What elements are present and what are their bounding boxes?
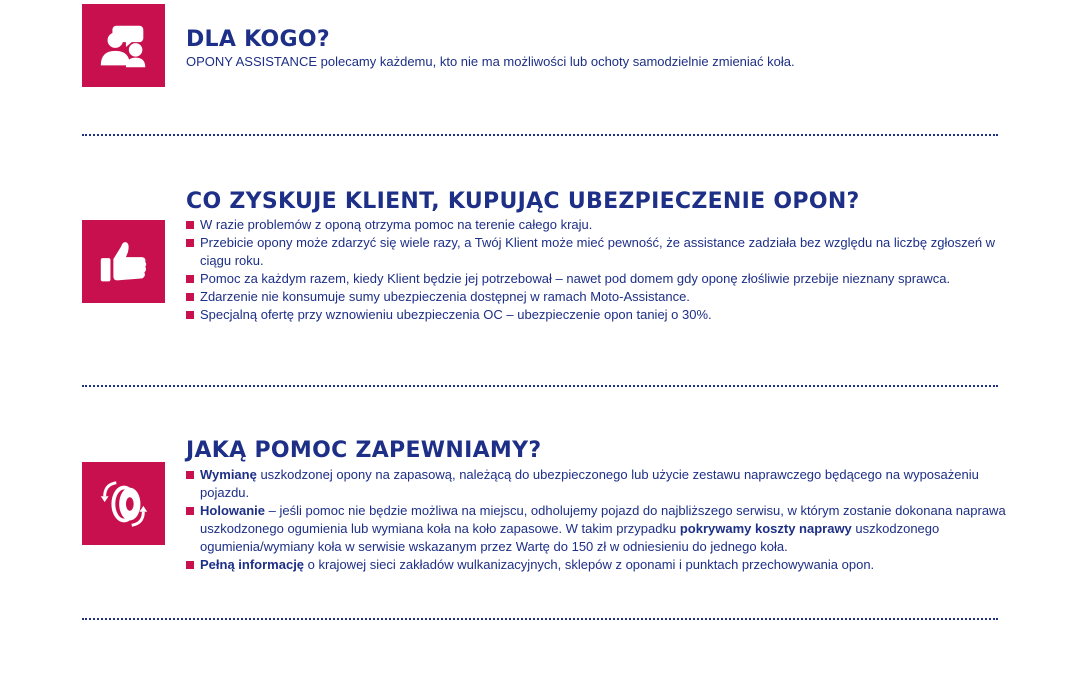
section-title-dla-kogo: DLA KOGO? xyxy=(186,27,330,52)
people-talking-icon xyxy=(95,17,153,75)
list-item: Pomoc za każdym razem, kiedy Klient będzie jej potrzebował – nawet pod domem gdy oponę złośliwie przebije nieznany sprawca. xyxy=(186,270,1016,288)
dotted-divider xyxy=(82,618,998,620)
dotted-divider xyxy=(82,385,998,387)
thumbs-up-icon xyxy=(95,233,153,291)
thumbs-up-icon-box xyxy=(82,220,165,303)
list-item: W razie problemów z oponą otrzyma pomoc na terenie całego kraju. xyxy=(186,216,1016,234)
list-item-text: uszkodzonej opony na zapasową, należącą do ubezpieczonego lub użycie zestawu naprawczego będącego na wyposażeniu pojazdu. xyxy=(200,467,979,500)
list-item: Zdarzenie nie konsumuje sumy ubezpieczenia dostępnej w ramach Moto-Assistance. xyxy=(186,288,1016,306)
list-item: Przebicie opony może zdarzyć się wiele razy, a Twój Klient może mieć pewność, że assistance zadziała bez względu na liczbę zgłoszeń w ciągu roku. xyxy=(186,234,1016,270)
list-item-bold: Holowanie xyxy=(200,503,266,518)
list-item-bold: pokrywamy koszty naprawy xyxy=(679,521,852,536)
section-text-dla-kogo: OPONY ASSISTANCE polecamy każdemu, kto nie ma możliwości lub ochoty samodzielnie zmieniać koła. xyxy=(186,54,795,69)
list-item-bold: Wymianę xyxy=(200,467,257,482)
list-item xyxy=(186,556,1016,574)
list-item xyxy=(186,502,1016,556)
tire-rotate-icon-box xyxy=(82,462,165,545)
list-item xyxy=(186,466,1016,502)
section-title-jaka-pomoc: JAKĄ POMOC ZAPEWNIAMY? xyxy=(186,438,542,463)
tire-rotate-icon xyxy=(95,475,153,533)
section-title-co-zyskuje: CO ZYSKUJE KLIENT, KUPUJĄC UBEZPIECZENIE OPON? xyxy=(186,189,860,214)
list-item-text: o krajowej sieci zakładów wulkanizacyjnych, sklepów z oponami i punktach przechowywania opon. xyxy=(304,557,875,572)
help-list xyxy=(186,466,1016,574)
benefits-list xyxy=(186,216,1016,324)
list-item-text: – jeśli pomoc nie będzie możliwa na miejscu, odholujemy pojazd do najbliższego serwisu, w którym zostanie dokonana naprawa uszkodzonego ogumienia lub wymiana koła na koło zapasowe. W takim przypadku xyxy=(200,503,1006,536)
dotted-divider xyxy=(82,134,998,136)
list-item: Specjalną ofertę przy wznowieniu ubezpieczenia OC – ubezpieczenie opon taniej o 30%. xyxy=(186,306,1016,324)
people-talking-icon-box xyxy=(82,4,165,87)
list-item-text: uszkodzonego ogumienia/wymiany koła w serwisie wskazanym przez Wartę do 150 zł w odniesieniu do jednego koła. xyxy=(200,521,940,554)
list-item-bold: Pełną informację xyxy=(200,557,305,572)
